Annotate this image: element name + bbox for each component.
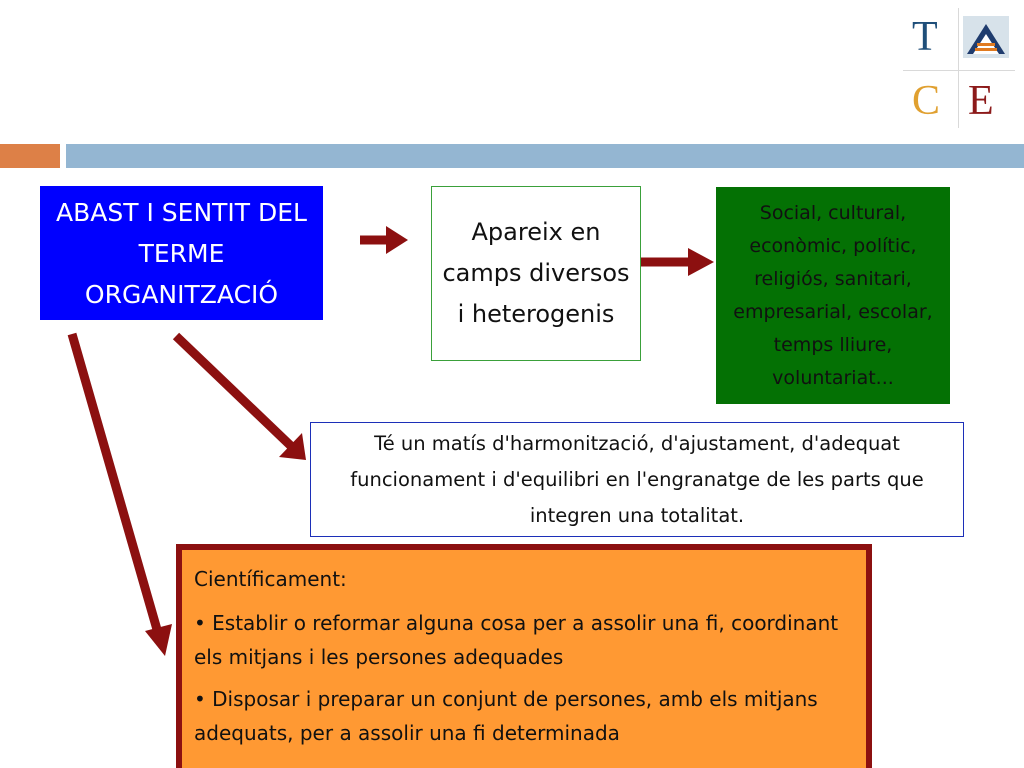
- arrow-main-to-appears: [360, 226, 408, 254]
- scientific-item-2: • Disposar i preparar un conjunt de persones, amb els mitjans adequats, per a assolir una fi determinada: [194, 687, 818, 745]
- concept-box-fields-text: Social, cultural, econòmic, polític, religiós, sanitari, empresarial, escolar, temps lliure, voluntariat...: [733, 201, 933, 389]
- scientific-item-1: • Establir o reformar alguna cosa per a assolir una fi, coordinant els mitjans i les persones adequades: [194, 611, 839, 669]
- arrow-main-to-harmony: [176, 336, 306, 460]
- scientific-title: Científicament:: [194, 567, 347, 591]
- concept-box-main-text: ABAST I SENTIT DEL TERME ORGANITZACIÓ: [56, 197, 307, 309]
- logo-letter-e: E: [968, 78, 994, 124]
- logo-letter-c: C: [912, 78, 941, 124]
- concept-box-harmony-text: Té un matís d'harmonització, d'ajustament, d'adequat funcionament i d'equilibri en l'engranatge de les parts que integren una totalitat.: [350, 431, 924, 527]
- arrow-main-to-scientific: [72, 334, 172, 656]
- arrow-appears-to-fields: [641, 248, 714, 276]
- logo-letter-t: T: [912, 14, 938, 60]
- concept-box-appears-text: Apareix en camps diversos i heterogenis: [442, 218, 630, 328]
